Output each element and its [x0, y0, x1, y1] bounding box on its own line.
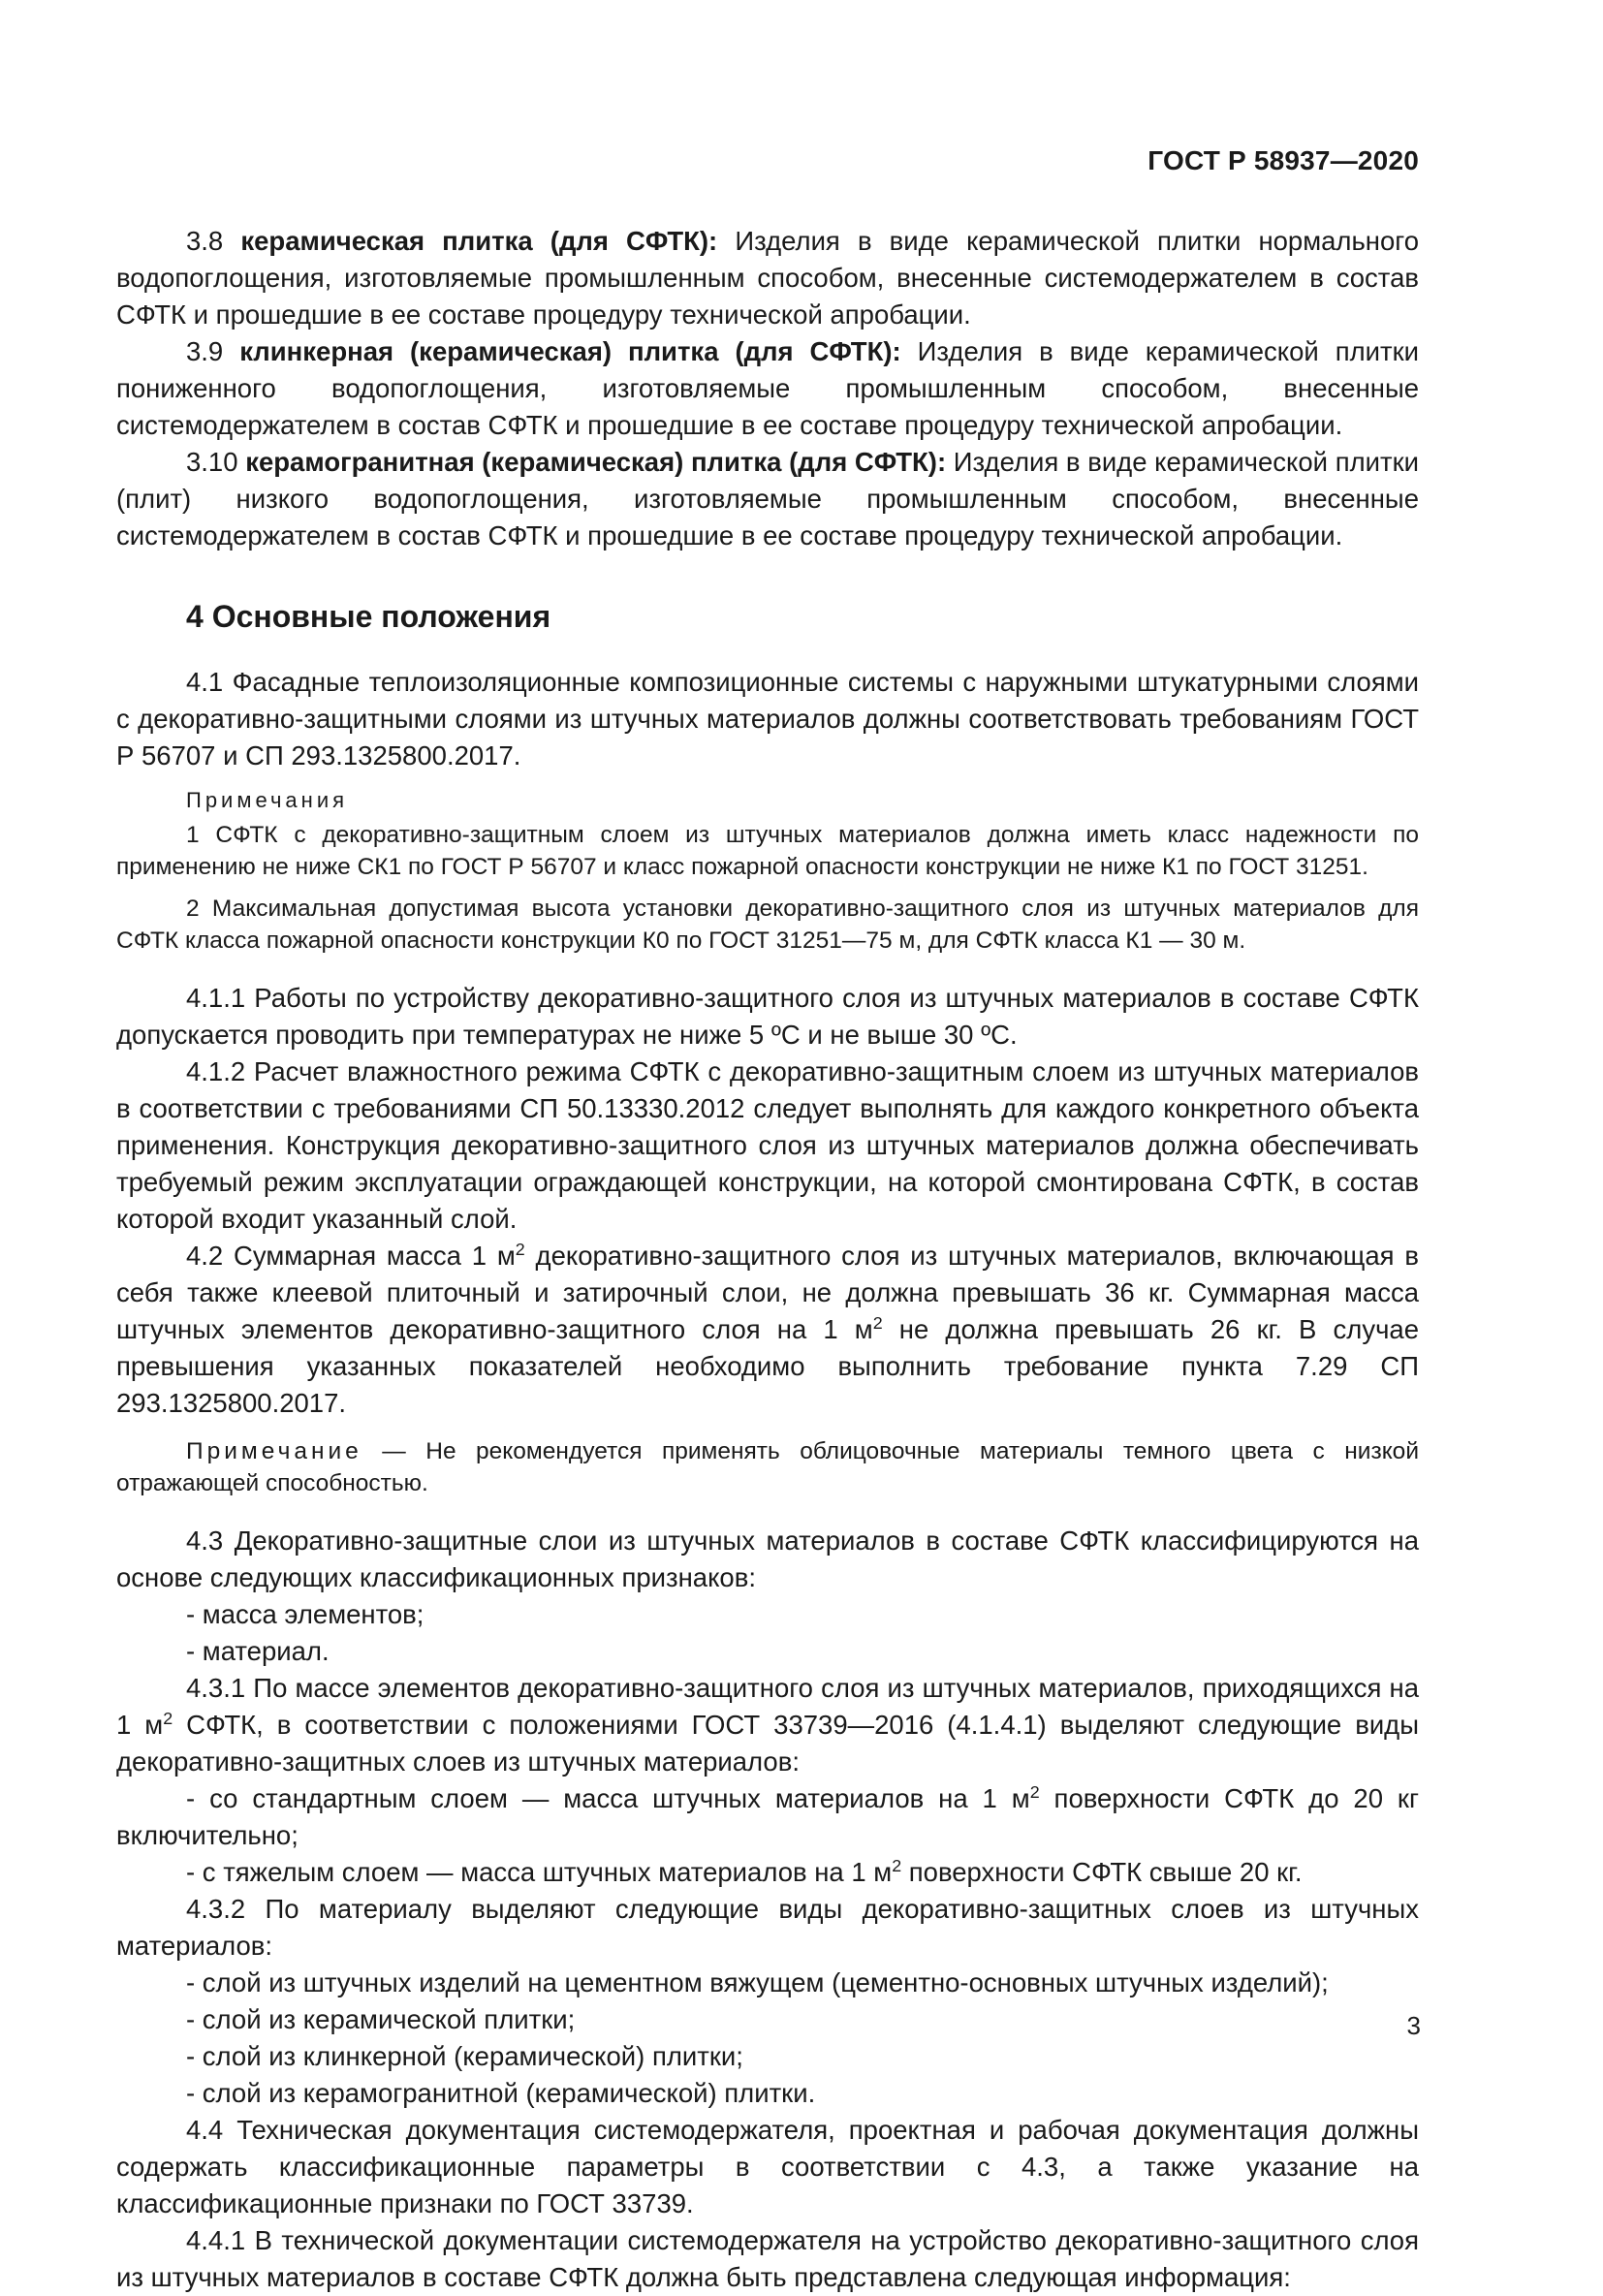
note-1: 1 СФТК с декоративно-защитным слоем из штучных материалов должна иметь класс надежности по применению не ниже СК1 по ГОСТ Р 56707 и класс пожарной опасности конструкции не ниже К1 по ГОСТ 31251. [116, 822, 1419, 880]
term: керамическая плитка (для СФТК): [240, 226, 718, 256]
paragraph-4-1-1: 4.1.1 Работы по устройству декоративно-защитного слоя из штучных материалов в составе СФТК допускается проводить при температурах не ниже 5 ºС и не выше 30 ºС. [116, 983, 1419, 1050]
paragraph-4-4-1: 4.4.1 В технической документации системодержателя на устройство декоративно-защитного слоя из штучных материалов в составе СФТК должна быть представлена следующая информация: [116, 2225, 1419, 2292]
list-item-heavy: - с тяжелым слоем — масса штучных материалов на 1 $м^2$ поверхности СФТК свыше 20 кг. [186, 1856, 1303, 1887]
paragraph-4-3-2: 4.3.2 По материалу выделяют следующие виды декоративно-защитных слоев из штучных материалов: [116, 1894, 1419, 1961]
list-item: - слой из керамогранитной (керамической) плитки. [186, 2078, 816, 2108]
note-single: Примечание — Не рекомендуется применять облицовочные материалы темного цвета с низкой отражающей способностью. [116, 1438, 1419, 1496]
notes-title: Примечания [186, 788, 349, 812]
definition-3-8: 3.8 керамическая плитка (для СФТК): Изделия в виде керамической плитки нормального водопоглощения, изготовляемые промышленным способом, внесенные системодержателем в состав СФТК и прошедшие в ее составе процедуру технической апробации. [116, 226, 1420, 330]
paragraph-4-3: 4.3 Декоративно-защитные слои из штучных материалов в составе СФТК классифицируются на основе следующих классификационных признаков: [116, 1525, 1419, 1592]
definition-3-10: 3.10 керамогранитная (керамическая) плитка (для СФТК): Изделия в виде керамической плитки (плит) низкого водопоглощения, изготовляемые промышленным способом, внесенные системодержателем в состав СФТК и прошедшие в ее составе процедуру технической апробации. [116, 447, 1419, 550]
list-item-standard: - со стандартным слоем — масса штучных материалов на 1 $м^2$ поверхности СФТК до 20 кг включительно; [116, 1782, 1419, 1850]
paragraph-4-1: 4.1 Фасадные теплоизоляционные композиционные системы с наружными штукатурными слоями с декоративно-защитными слоями из штучных материалов должны соответствовать требованиям ГОСТ Р 56707 и СП 293.1325800.2017. [116, 667, 1419, 771]
paragraph-4-2: 4.2 Суммарная масса 1 $м^2$ декоративно-защитного слоя из штучных материалов, включающая в себя также клеевой плиточный и затирочный слои, не должна превышать 36 кг. Суммарная масса штучных элементов декоративно-защитного слоя на 1 $м^2$ не должна превышать 26 кг. В случае превышения указанных показателей необходимо выполнить требование пункта 7.29 СП 293.1325800.2017. [116, 1240, 1419, 1418]
list-item: - слой из клинкерной (керамической) плитки; [186, 2041, 743, 2071]
term: клинкерная (керамическая) плитка (для СФТК): [239, 336, 901, 366]
page-content [116, 223, 1419, 2296]
list-item: - масса элементов; [186, 1599, 424, 1629]
note-label: Примечание [186, 1438, 362, 1464]
definition-3-9: 3.9 клинкерная (керамическая) плитка (для СФТК): Изделия в виде керамической плитки пониженного водопоглощения, изготовляемые промышленным способом, внесенные системодержателем в состав СФТК и прошедшие в ее составе процедуру технической апробации. [116, 336, 1419, 440]
list-item: - слой из керамической плитки; [186, 2004, 576, 2034]
list-item: - слой из штучных изделий на цементном вяжущем (цементно-основных штучных изделий); [186, 1967, 1329, 1997]
term: керамогранитная (керамическая) плитка (для СФТК): [245, 447, 947, 477]
paragraph-4-1-2: 4.1.2 Расчет влажностного режима СФТК с декоративно-защитным слоем из штучных материалов в соответствии с требованиями СП 50.13330.2012 следует выполнять для каждого конкретного объекта применения. Конструкция декоративно-защитного слоя из штучных материалов должна обеспечивать требуемый режим эксплуатации ограждающей конструкции, на которой смонтирована СФТК, в состав которой входит указанный слой. [116, 1056, 1419, 1234]
paragraph-4-3-1: 4.3.1 По массе элементов декоративно-защитного слоя из штучных материалов, приходящихся на 1 $м^2$ СФТК, в соответствии с положениями ГОСТ 33739—2016 (4.1.4.1) выделяют следующие виды декоративно-защитных слоев из штучных материалов: [116, 1673, 1419, 1777]
paragraph-4-4: 4.4 Техническая документация системодержателя, проектная и рабочая документация должны содержать классификационные параметры в соответствии с 4.3, а также указание на классификационные признаки по ГОСТ 33739. [116, 2115, 1419, 2218]
standard-header: ГОСТ Р 58937—2020 [1147, 145, 1419, 175]
page-number: 3 [1406, 2011, 1421, 2040]
list-item: - материал. [186, 1636, 330, 1666]
section-heading: 4 Основные положения [186, 599, 551, 634]
note-2: 2 Максимальная допустимая высота установки декоративно-защитного слоя из штучных материалов для СФТК класса пожарной опасности конструкции К0 по ГОСТ 31251—75 м, для СФТК класса К1 — 30 м. [116, 896, 1419, 954]
